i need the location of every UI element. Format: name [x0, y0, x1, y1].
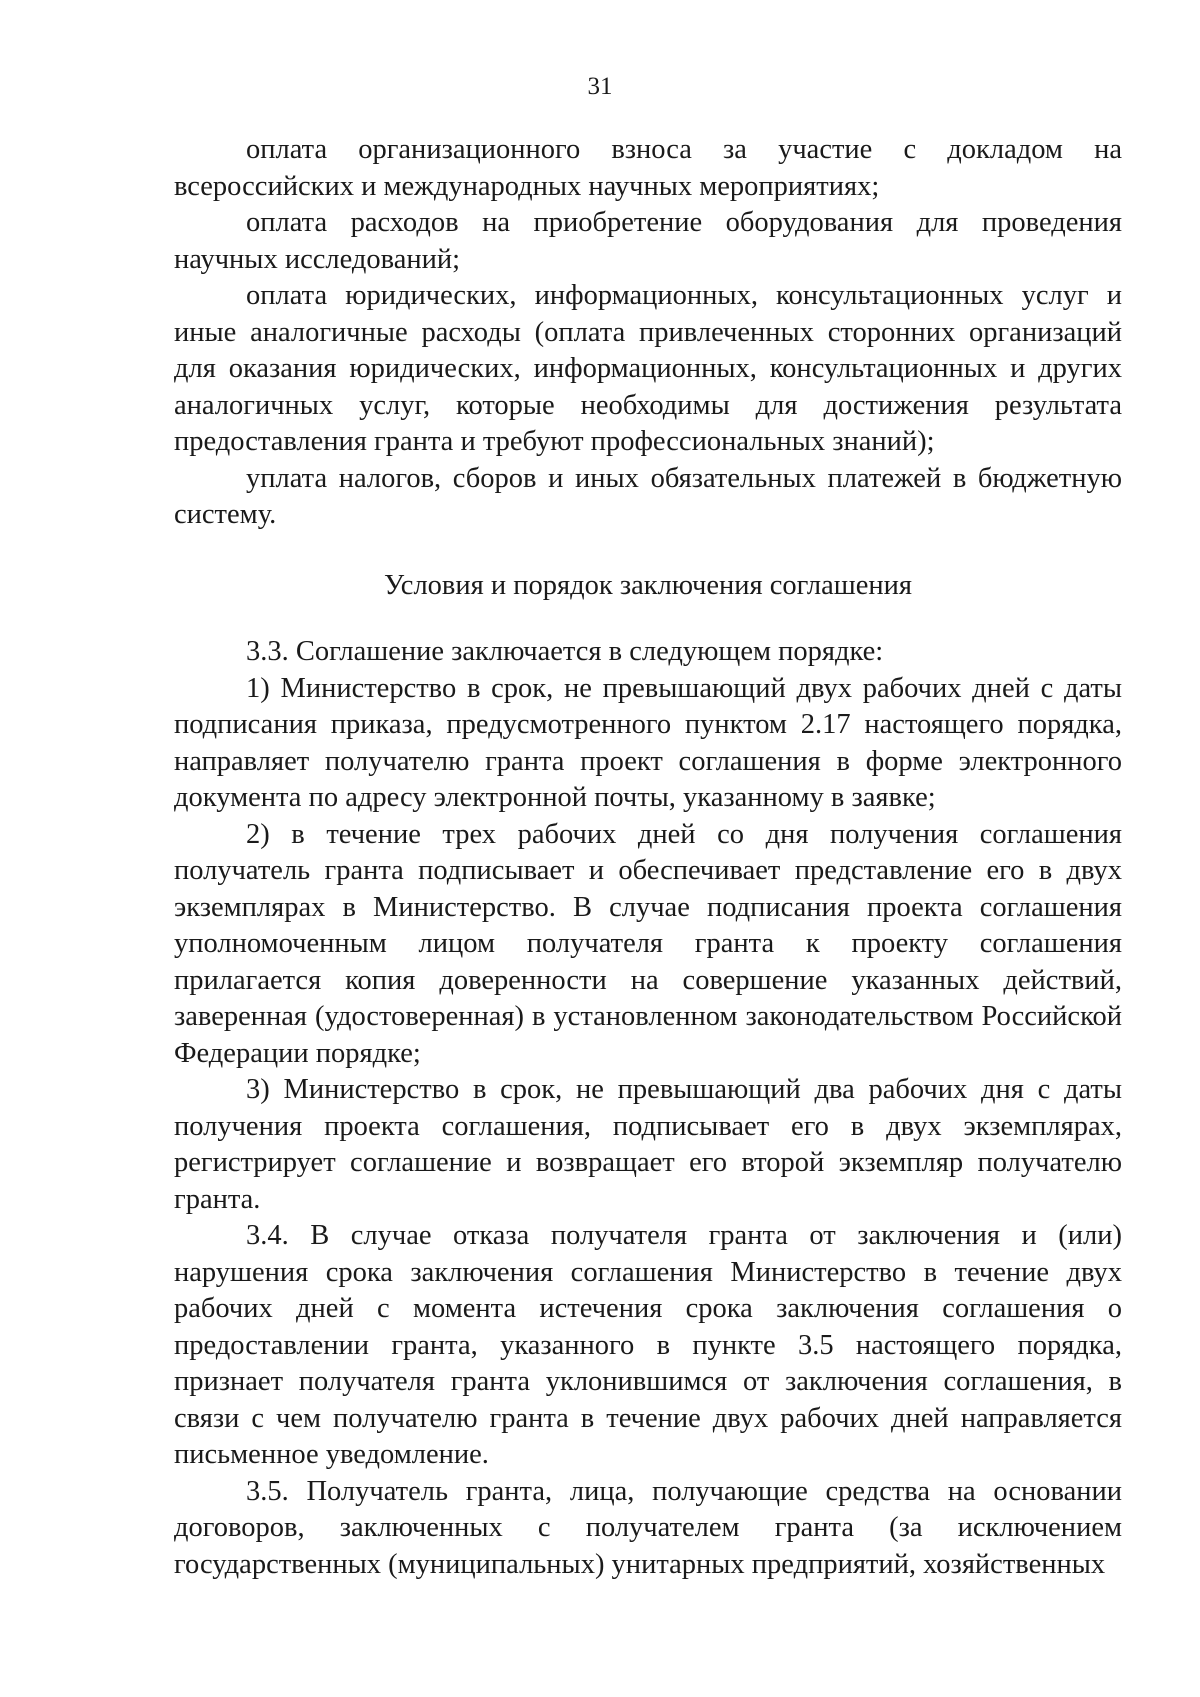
document-body [174, 132, 1122, 1583]
paragraph-3-3-item-3: 3) Министерство в срок, не превышающий два рабочих дня с даты получения проекта соглашения, подписывает его в двух экземплярах, регистрирует соглашение и возвращает его второй экземпляр получателю гранта. [174, 1074, 1122, 1215]
paragraph-3-4: 3.4. В случае отказа получателя гранта от заключения и (или) нарушения срока заключения соглашения Министерство в течение двух рабочих дней с момента истечения срока заключения соглашения о предоставлении гранта, указанного в пункте 3.5 настоящего порядка, признает получателя гранта уклонившимся от заключения соглашения, в связи с чем получателю гранта в течение двух рабочих дней направляется письменное уведомление. [174, 1220, 1122, 1470]
paragraph-services-payment: оплата юридических, информационных, консультационных услуг и иные аналогичные расходы (оплата привлеченных сторонних организаций для оказания юридических, информационных, консультационных и других аналогичных услуг, которые необходимы для достижения результата предоставления гранта и требуют профессиональных знаний); [174, 280, 1122, 457]
section-heading: Условия и порядок заключения соглашения [384, 569, 912, 601]
page-number: 31 [587, 73, 613, 100]
paragraph-3-3-item-1: 1) Министерство в срок, не превышающий двух рабочих дней с даты подписания приказа, предусмотренного пунктом 2.17 настоящего порядка, направляет получателю гранта проект соглашения в форме электронного документа по адресу электронной почты, указанному в заявке; [174, 672, 1122, 813]
paragraph-3-3-item-2: 2) в течение трех рабочих дней со дня получения соглашения получатель гранта подписывает и обеспечивает представление его в двух экземплярах в Министерство. В случае подписания проекта соглашения уполномоченным лицом получателя гранта к проекту соглашения прилагается копия доверенности на совершение указанных действий, заверенная (удостоверенная) в установленном законодательством Российской Федерации порядке; [174, 818, 1122, 1069]
paragraph-fee-payment: оплата организационного взноса за участие с докладом на всероссийских и международных научных мероприятиях; [174, 134, 1122, 202]
paragraph-equipment-payment: оплата расходов на приобретение оборудования для проведения научных исследований; [174, 207, 1122, 275]
paragraph-3-5: 3.5. Получатель гранта, лица, получающие средства на основании договоров, заключенных с получателем гранта (за исключением государственных (муниципальных) унитарных предприятий, хозяйственных [174, 1475, 1122, 1580]
paragraph-3-3: 3.3. Соглашение заключается в следующем порядке: [246, 636, 884, 667]
paragraph-taxes-payment: уплата налогов, сборов и иных обязательных платежей в бюджетную систему. [174, 462, 1122, 530]
